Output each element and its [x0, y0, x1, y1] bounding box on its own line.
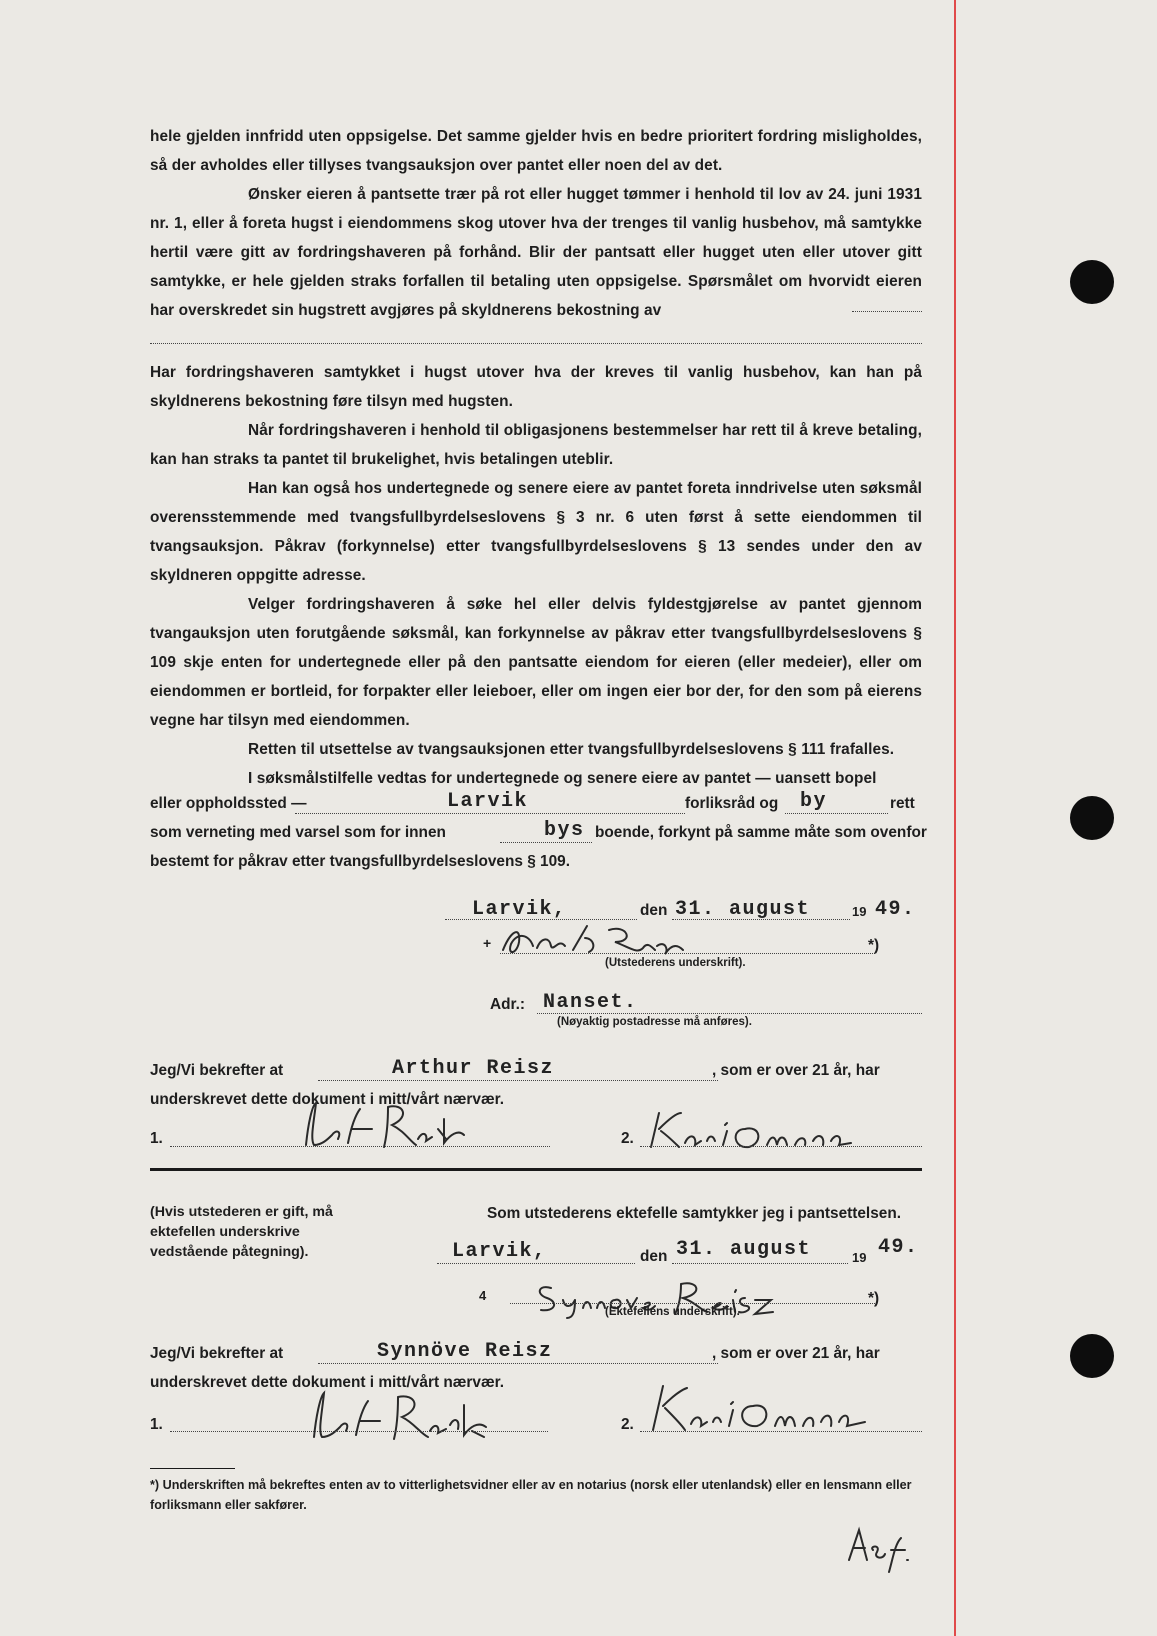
issuer-sig-marker: *)	[868, 937, 880, 954]
witness-suffix: , som er over 21 år, har	[712, 1345, 880, 1362]
paragraph: Velger fordringshaveren å søke hel eller delvis fyldestgjørelse av pantet gjennom tvangauksjon uten forutgående søksmål, kan forkynnelse av påkrav etter tvangsfullbyrdelseslovens § 109 skje enten for undertegnede eller på den pantsatte eiendom for eieren (eller medeier), eller om eiendommen er bortleid, for forpakter eller leieboer, eller om ingen eier bor der, for den som på eierens vegne har tilsyn med eiendommen.	[150, 596, 922, 729]
dotted-fill-line	[500, 952, 875, 954]
venue-line3: bestemt for påkrav etter tvangsfullbyrdelseslovens § 109.	[150, 853, 570, 870]
venue-place: Larvik	[447, 790, 529, 813]
body-text	[150, 122, 922, 325]
issuer-sig-caption: (Utstederens underskrift).	[605, 957, 746, 969]
address-value: Nanset.	[543, 991, 638, 1014]
dotted-fill-line	[437, 1262, 635, 1264]
dotted-fill-line	[318, 1362, 718, 1364]
punch-hole	[1070, 1334, 1114, 1378]
venue-line2-prefix: som verneting med varsel som for innen	[150, 824, 446, 841]
red-margin-line	[954, 0, 956, 1636]
issuer-den-label: den	[640, 902, 668, 919]
dotted-fill-line	[537, 1012, 922, 1014]
dotted-fill-line	[672, 1262, 848, 1264]
venue-line2-fill: bys	[544, 819, 585, 842]
footnote-rule	[150, 1468, 235, 1469]
issuer-date: 31. august	[675, 898, 811, 921]
venue-mid: forliksråd og	[685, 795, 779, 812]
footnote: *) Underskriften må bekreftes enten av to vitterlighetsvidner eller av en notarius (norsk eller utenlandsk) eller en lensmann eller forliksmann eller sakfører.	[150, 1478, 912, 1512]
venue-court-type: by	[800, 790, 828, 813]
spouse-year-suffix: 49.	[878, 1236, 919, 1259]
punch-hole	[1070, 796, 1114, 840]
paragraph: hele gjelden innfridd uten oppsigelse. Det samme gjelder hvis en bedre prioritert fordring misligholdes, så der avholdes eller tillyses tvangsauksjon over pantet eller noen del av det.	[150, 128, 922, 174]
witness-label-2: 2.	[621, 1416, 634, 1433]
punch-hole	[1070, 260, 1114, 304]
spouse-place: Larvik,	[452, 1240, 547, 1263]
witness-label-2: 2.	[621, 1130, 634, 1147]
venue-suffix: rett	[890, 795, 915, 812]
venue-line2-suffix: boende, forkynt på samme måte som ovenfor	[595, 824, 927, 841]
spouse-consent: Som utstederens ektefelle samtykker jeg i pantsettelsen.	[487, 1205, 902, 1222]
witness-suffix: , som er over 21 år, har	[712, 1062, 880, 1079]
dotted-fill-line	[170, 1145, 550, 1147]
plus-mark: +	[483, 935, 492, 951]
witness-name: Synnöve Reisz	[377, 1340, 553, 1363]
section-rule	[150, 1168, 922, 1171]
body-text	[150, 358, 922, 793]
paragraph: Ønsker eieren å pantsette trær på rot eller hugget tømmer i henhold til lov av 24. juni 1931 nr. 1, eller å foreta hugst i eiendommens skog utover hva der trenges til vanlig husbehov, må samtykke hertil være gitt av fordringshaveren på forhånd. Blir der pantsatt eller hugget uten eller utover gitt samtykke, er hele gjelden straks forfallen til betaling uten oppsigelse. Spørsmålet om hvorvidt eieren har overskredet sin hugstrett avgjøres på skyldnerens bekostning av	[150, 186, 922, 319]
witness-label-1: 1.	[150, 1130, 163, 1147]
spouse-sig-caption: (Ektefellens underskrift).	[605, 1306, 740, 1318]
dotted-fill-line	[640, 1145, 922, 1147]
paragraph: Retten til utsettelse av tvangsauksjonen etter tvangsfullbyrdelseslovens § 111 frafalles.	[248, 741, 895, 758]
dotted-fill-line	[295, 812, 685, 814]
paragraph: Han kan også hos undertegnede og senere eiere av pantet foreta inndrivelse uten søksmål overensstemmende med tvangsfullbyrdelseslovens § 3 nr. 6 uten først å sette eiendommen til tvangsauksjon. Påkrav (forkynnelse) etter tvangsfullbyrdelseslovens § 13 sendes under den av skyldneren oppgitte adresse.	[150, 480, 922, 584]
witness-prefix: Jeg/Vi bekrefter at	[150, 1062, 284, 1079]
witness-name: Arthur Reisz	[392, 1057, 555, 1080]
issuer-year-prefix: 19	[852, 904, 867, 919]
spouse-sig-marker: *)	[868, 1290, 880, 1307]
dotted-fill-line	[785, 812, 888, 814]
issuer-year-suffix: 49.	[875, 898, 916, 921]
witness-1-signature	[300, 1385, 530, 1445]
dotted-fill-line	[672, 918, 850, 920]
paragraph: I søksmålstilfelle vedtas for undertegnede og senere eiere av pantet — uansett bopel	[248, 770, 877, 787]
spouse-aside-note: (Hvis utstederen er gift, må ektefellen underskrive vedstående påtegning).	[150, 1204, 333, 1260]
dotted-fill-line	[640, 1430, 922, 1432]
mark-4: 4	[479, 1288, 487, 1303]
dotted-fill-line	[150, 342, 922, 344]
venue-prefix: eller oppholdssted —	[150, 795, 307, 812]
witness-line2: underskrevet dette dokument i mitt/vårt nærvær.	[150, 1091, 505, 1108]
witness-line2: underskrevet dette dokument i mitt/vårt nærvær.	[150, 1374, 505, 1391]
initials-mark	[843, 1520, 913, 1576]
spouse-date: 31. august	[676, 1238, 812, 1261]
dotted-fill-line	[170, 1430, 548, 1432]
paragraph: Har fordringshaveren samtykket i hugst utover hva der kreves til vanlig husbehov, kan han på skyldnerens bekostning føre tilsyn med hugsten.	[150, 364, 922, 410]
dotted-fill-line	[852, 310, 922, 312]
adr-label: Adr.:	[490, 996, 526, 1013]
dotted-fill-line	[500, 841, 592, 843]
witness-label-1: 1.	[150, 1416, 163, 1433]
spouse-den-label: den	[640, 1248, 668, 1265]
issuer-place: Larvik,	[472, 898, 567, 921]
witness-2-signature	[645, 1380, 910, 1436]
spouse-year-prefix: 19	[852, 1250, 867, 1265]
dotted-fill-line	[318, 1079, 718, 1081]
dotted-fill-line	[510, 1302, 875, 1304]
paragraph: Når fordringshaveren i henhold til obligasjonens bestemmelser har rett til å kreve betaling, kan han straks ta pantet til brukelighet, hvis betalingen uteblir.	[150, 422, 922, 468]
witness-prefix: Jeg/Vi bekrefter at	[150, 1345, 284, 1362]
adr-caption: (Nøyaktig postadresse må anføres).	[557, 1016, 752, 1028]
